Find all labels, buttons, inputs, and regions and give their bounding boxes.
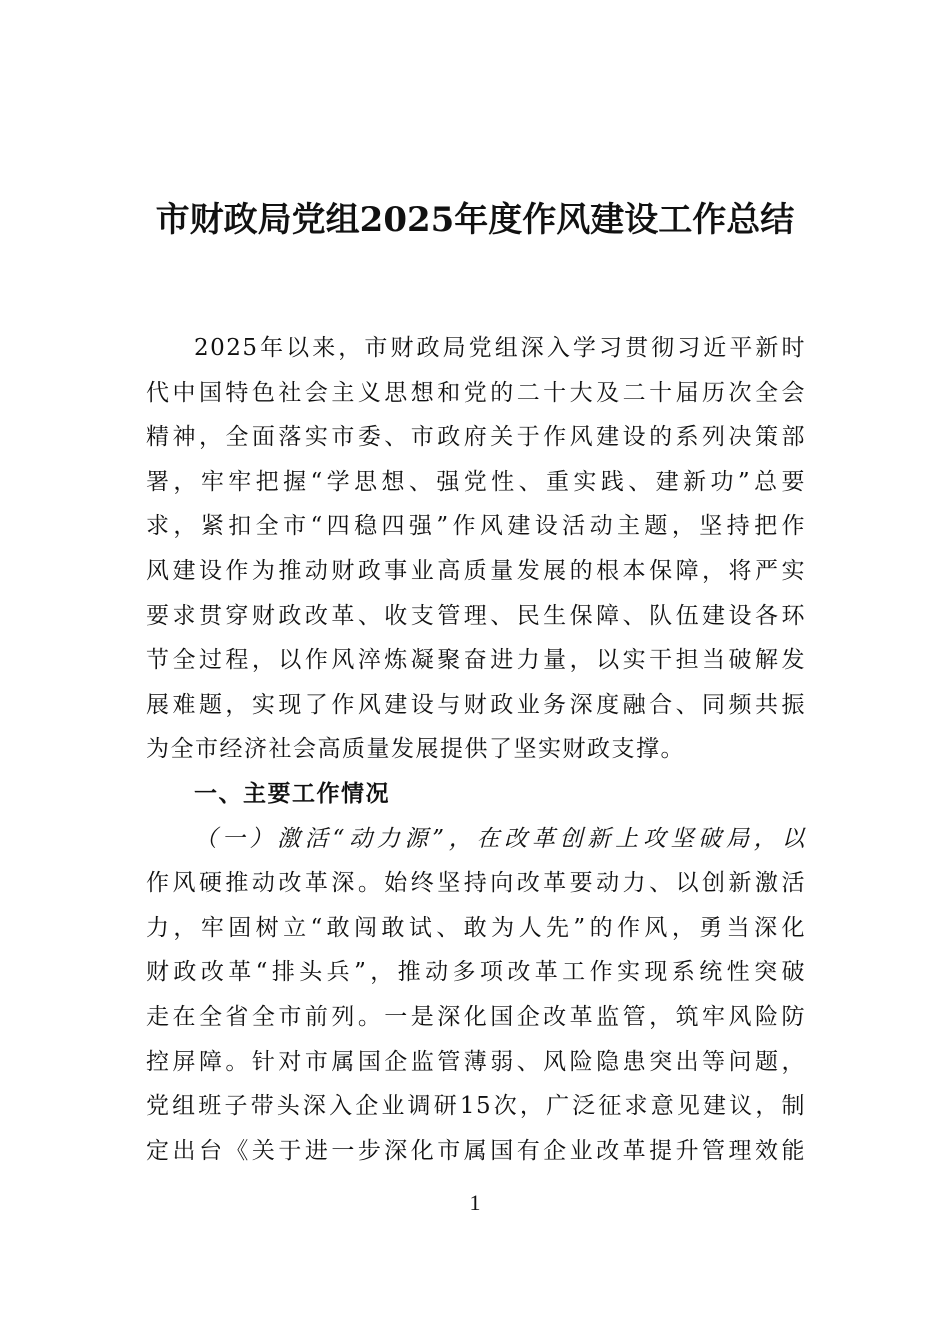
paragraph-line: 定出台《关于进一步深化市属国有企业改革提升管理效能: [146, 1137, 806, 1164]
paragraph-line: 走在全省全市前列。一是深化国企改革监管，筑牢风险防: [146, 1003, 806, 1030]
intro-paragraph: [146, 326, 806, 1173]
paragraph-line: 署，牢牢把握“学思想、强党性、重实践、建新功”总要: [146, 468, 806, 495]
paragraph-line: 2025年以来，市财政局党组深入学习贯彻习近平新时: [194, 335, 806, 361]
paragraph-line: 财政改革“排头兵”，推动多项改革工作实现系统性突破: [146, 959, 806, 986]
paragraph-line: 节全过程，以作风淬炼凝聚奋进力量，以实干担当破解发: [146, 647, 806, 674]
paragraph-line: （一）激活“动力源”，在改革创新上攻坚破局，以: [194, 825, 806, 852]
paragraph-line: 要求贯穿财政改革、收支管理、民生保障、队伍建设各环: [146, 602, 806, 629]
paragraph-line: 求，紧扣全市“四稳四强”作风建设活动主题，坚持把作: [146, 513, 806, 540]
paragraph-line: 为全市经济社会高质量发展提供了坚实财政支撑。: [146, 736, 685, 763]
paragraph-line: 力，牢固树立“敢闯敢试、敢为人先”的作风，勇当深化: [146, 914, 806, 941]
paragraph-line: 展难题，实现了作风建设与财政业务深度融合、同频共振: [146, 691, 806, 718]
section-heading: 一、主要工作情况: [194, 780, 390, 807]
page-title: 市财政局党组2025年度作风建设工作总结: [155, 200, 795, 240]
paragraph-line: 控屏障。针对市属国企监管薄弱、风险隐患突出等问题，: [146, 1048, 806, 1075]
paragraph-line: 作风硬推动改革深。始终坚持向改革要动力、以创新激活: [146, 870, 806, 897]
paragraph-line: 代中国特色社会主义思想和党的二十大及二十届历次全会: [146, 379, 806, 406]
paragraph-line: 风建设作为推动财政事业高质量发展的根本保障，将严实: [146, 557, 806, 584]
page-number: 1: [469, 1190, 481, 1215]
paragraph-line: 精神，全面落实市委、市政府关于作风建设的系列决策部: [146, 424, 806, 451]
paragraph-line: 党组班子带头深入企业调研15次，广泛征求意见建议，制: [146, 1093, 806, 1120]
